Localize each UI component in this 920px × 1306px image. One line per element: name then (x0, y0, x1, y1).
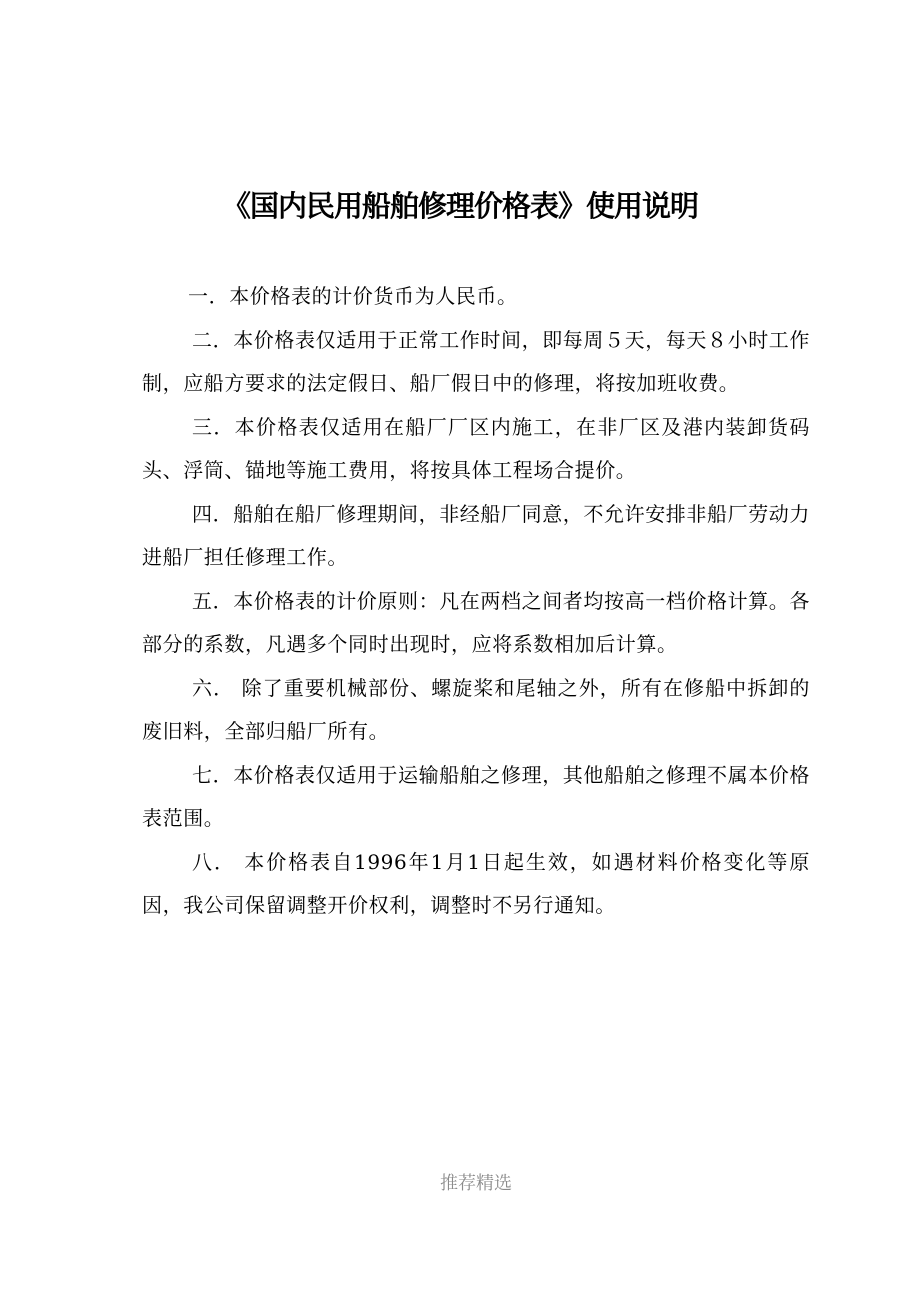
page-footer: 推荐精选 (440, 1173, 512, 1194)
paragraph-5: 五．本价格表的计价原则：凡在两档之间者均按高一档价格计算。各部分的系数，凡遇多个同时出现时，应将系数相加后计算。 (142, 588, 810, 656)
document-body (142, 275, 810, 928)
paragraph-2: 二．本价格表仅适用于正常工作时间，即每周５天，每天８小时工作制，应船方要求的法定假日、船厂假日中的修理，将按加班收费。 (142, 327, 810, 395)
paragraph-1: 一．本价格表的计价货币为人民币。 (188, 284, 518, 308)
paragraph-7: 七．本价格表仅适用于运输船舶之修理，其他船舶之修理不属本价格表范围。 (142, 762, 810, 830)
document-title: 《国内民用船舶修理价格表》使用说明 (221, 189, 698, 223)
paragraph-6: 六． 除了重要机械部份、螺旋桨和尾轴之外，所有在修船中拆卸的废旧料，全部归船厂所有。 (142, 675, 810, 743)
paragraph-8: 八． 本价格表自1996年1月1日起生效，如遇材料价格变化等原因，我公司保留调整开价权利，调整时不另行通知。 (142, 849, 810, 917)
paragraph-4: 四．船舶在船厂修理期间，非经船厂同意，不允许安排非船厂劳动力进船厂担任修理工作。 (142, 501, 810, 569)
paragraph-3: 三．本价格表仅适用在船厂厂区内施工，在非厂区及港内装卸货码头、浮筒、锚地等施工费用，将按具体工程场合提价。 (142, 414, 810, 482)
